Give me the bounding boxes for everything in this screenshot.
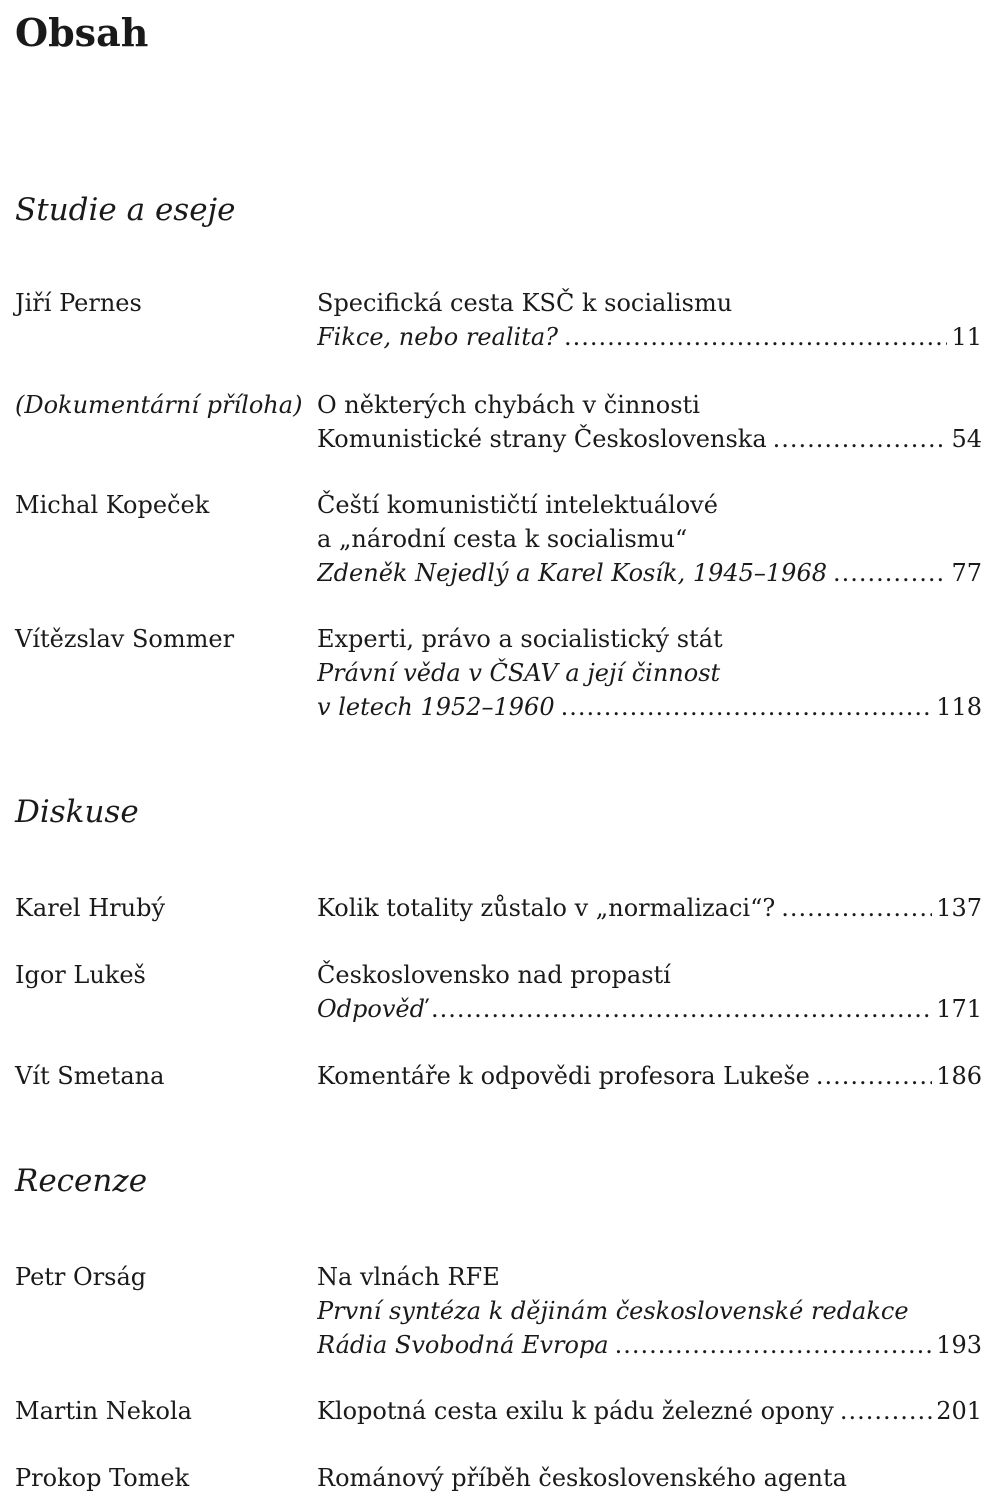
- entry-author: (Dokumentární příloha): [15, 391, 303, 419]
- dot-leader: [773, 422, 948, 456]
- entry-author: Michal Kopeček: [15, 491, 210, 519]
- entry-page-number: 118: [936, 693, 982, 721]
- entry-titles: [317, 1260, 982, 1362]
- entry-author: Igor Lukeš: [15, 961, 146, 989]
- dot-leader: [431, 992, 932, 1026]
- entry-titles: [317, 1394, 982, 1428]
- section-heading-recenze: Recenze: [15, 1163, 148, 1199]
- entry-title-text: Komentáře k odpovědi profesora Lukeše: [317, 1062, 810, 1090]
- entry-title-text: Klopotná cesta exilu k pádu železné opony: [317, 1397, 834, 1425]
- entry-page-number: 193: [936, 1331, 982, 1359]
- entry-page-number: 137: [936, 894, 982, 922]
- page-title: Obsah: [15, 10, 149, 55]
- entry-titles: [317, 488, 982, 590]
- entry-title-text: Kolik totality zůstalo v „normalizaci“?: [317, 894, 776, 922]
- entry-title-line: Specifická cesta KSČ k socialismu: [317, 289, 733, 317]
- entry-title-line: a „národní cesta k socialismu“: [317, 525, 688, 553]
- entry-title-text: Odpověď: [317, 995, 425, 1023]
- entry-titles: [317, 1059, 982, 1093]
- entry-title-line-last: [317, 1394, 982, 1428]
- entry-title-line-last: [317, 690, 982, 724]
- entry-titles: [317, 286, 982, 354]
- entry-title-line: Románový příběh československého agenta: [317, 1464, 847, 1492]
- dot-leader: [833, 556, 947, 590]
- entry-author: Petr Orság: [15, 1263, 147, 1291]
- entry-title-text: v letech 1952–1960: [317, 693, 555, 721]
- entry-title-text: Fikce, nebo realita?: [317, 323, 559, 351]
- dot-leader: [561, 690, 933, 724]
- entry-author: Jiří Pernes: [15, 289, 142, 317]
- entry-page-number: 54: [951, 425, 982, 453]
- entry-author: Prokop Tomek: [15, 1464, 190, 1492]
- entry-page-number: 77: [951, 559, 982, 587]
- entry-title-line-last: [317, 422, 982, 456]
- entry-titles: [317, 958, 982, 1026]
- entry-title-line-last: [317, 1059, 982, 1093]
- entry-author: Vítězslav Sommer: [15, 625, 235, 653]
- entry-author: Vít Smetana: [15, 1062, 165, 1090]
- entry-title-line-last: [317, 1328, 982, 1362]
- dot-leader: [781, 891, 932, 925]
- dot-leader: [564, 320, 947, 354]
- entry-page-number: 201: [936, 1397, 982, 1425]
- entry-page-number: 186: [936, 1062, 982, 1090]
- entry-title-text: Rádia Svobodná Evropa: [317, 1331, 609, 1359]
- entry-author: Martin Nekola: [15, 1397, 192, 1425]
- entry-title-line-last: [317, 992, 982, 1026]
- entry-titles: [317, 622, 982, 724]
- entry-title-line-last: [317, 891, 982, 925]
- entry-title-line: Čeští komunističtí intelektuálové: [317, 491, 718, 519]
- entry-title-line-last: [317, 556, 982, 590]
- entry-title-line: Na vlnách RFE: [317, 1263, 500, 1291]
- entry-author: Karel Hrubý: [15, 894, 165, 922]
- entry-page-number: 171: [936, 995, 982, 1023]
- entry-titles: [317, 891, 982, 925]
- entry-titles: [317, 1461, 982, 1495]
- entry-title-line: Československo nad propastí: [317, 961, 671, 989]
- dot-leader: [840, 1394, 932, 1428]
- entry-title-text: Komunistické strany Československa: [317, 425, 767, 453]
- entry-titles: [317, 388, 982, 456]
- dot-leader: [615, 1328, 933, 1362]
- section-heading-studie-a-eseje: Studie a eseje: [15, 192, 236, 228]
- section-heading-diskuse: Diskuse: [15, 794, 139, 830]
- dot-leader: [816, 1059, 932, 1093]
- entry-title-line: První syntéza k dějinám československé redakce: [317, 1297, 909, 1325]
- entry-page-number: 11: [951, 323, 982, 351]
- entry-title-line: Experti, právo a socialistický stát: [317, 625, 723, 653]
- entry-title-line: O některých chybách v činnosti: [317, 391, 700, 419]
- entry-title-text: Zdeněk Nejedlý a Karel Kosík, 1945–1968: [317, 559, 827, 587]
- entry-title-line-last: [317, 320, 982, 354]
- entry-title-line: Právní věda v ČSAV a její činnost: [317, 659, 721, 687]
